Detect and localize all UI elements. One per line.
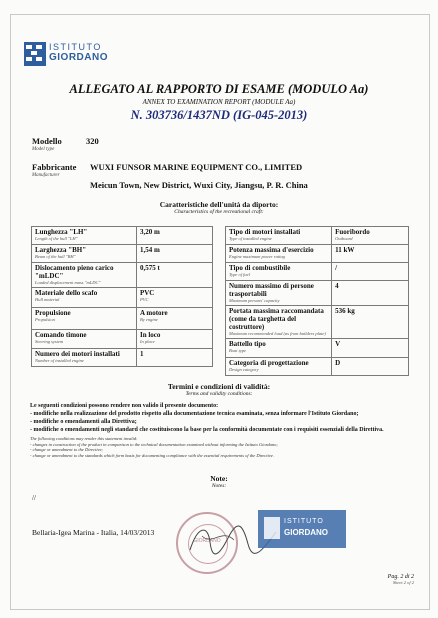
left-row: [32, 288, 213, 308]
right-key-cell: [226, 358, 332, 376]
right-key: Categoria di progettazione: [229, 359, 309, 367]
right-key: Tipo di combustibile: [229, 264, 291, 272]
left-key-cell: [32, 308, 137, 330]
left-key-sub: Number of installed engine: [35, 358, 84, 363]
stamp-line2: GIORDANO: [284, 528, 328, 537]
right-key-cell: [226, 339, 332, 358]
left-value: 0,575 t: [139, 264, 160, 272]
notes-value: //: [32, 494, 36, 502]
istituto-giordano-stamp: [258, 510, 346, 548]
terms-conditions-en: [30, 436, 410, 458]
left-row: [32, 263, 213, 288]
terms-subtitle: Terms and validity conditions:: [185, 391, 253, 397]
right-key-sub: Design category: [229, 367, 259, 372]
stamp-mark-icon: [264, 517, 280, 539]
left-key-cell: [32, 227, 137, 245]
page-number: [388, 574, 414, 585]
model-value: 320: [86, 136, 99, 146]
left-value: PVC: [139, 289, 155, 297]
terms-line-en: - change or amendment to the Directive;: [30, 447, 104, 452]
model-label: Modello: [32, 136, 62, 146]
right-key-sub: Boat type: [229, 348, 247, 353]
terms-line: - modifiche nella realizzazione del prodotto rispetto alla documentazione tecnica esaminata, senza informare l'Istituto Giordano;: [30, 411, 359, 417]
left-value-cell: [136, 330, 212, 349]
left-value: 1,54 m: [139, 246, 160, 254]
right-value-sub: Outboard: [335, 236, 353, 241]
left-key: Materiale dello scafo: [35, 289, 98, 297]
right-value-cell: [332, 227, 409, 245]
left-value-cell: [136, 245, 212, 263]
notes-title: Note:: [210, 474, 228, 483]
terms-line: Le seguenti condizioni possono rendere non valido il presente documento:: [30, 403, 219, 409]
logo-line1: ISTITUTO: [49, 42, 102, 52]
right-key-sub: Engine maximum power rating: [229, 254, 285, 259]
left-value: In loco: [139, 331, 161, 339]
left-value-cell: [136, 263, 212, 288]
left-row: [32, 308, 213, 330]
characteristics-subtitle: Characteristics of the recreational craft:: [174, 209, 264, 215]
left-value-sub: In place: [139, 339, 155, 344]
left-value: 1: [139, 350, 144, 358]
right-key: Battello tipo: [229, 340, 266, 348]
left-key: Comando timone: [35, 331, 87, 339]
left-value: A motore: [139, 309, 168, 317]
right-row: [226, 358, 409, 376]
left-value: 3,20 m: [139, 228, 160, 236]
left-row: [32, 330, 213, 349]
left-value-sub: PVC: [139, 297, 149, 302]
left-key: Larghezza "BH": [35, 246, 87, 254]
left-key-sub: Propulsion: [35, 317, 55, 322]
spec-table-left: [31, 226, 213, 367]
left-key: Lunghezza "LH": [35, 228, 88, 236]
terms-conditions-it: [30, 402, 410, 434]
manufacturer-name: WUXI FUNSOR MARINE EQUIPMENT CO., LIMITED: [90, 162, 303, 172]
right-key: Portata massima raccomandata (come da targhetta del costruttore): [229, 307, 324, 331]
terms-line-en: The following conditions may render this statement invalid:: [30, 436, 138, 441]
left-key: Dislocamento pieno carico "mLDC": [35, 264, 114, 280]
page-number-label: Pag. 2 di 2: [387, 574, 414, 580]
left-row: [32, 245, 213, 263]
right-value-cell: [332, 339, 409, 358]
right-key: Potenza massima d'esercizio: [229, 246, 314, 254]
right-value-cell: [332, 306, 409, 339]
right-value: Fuoribordo: [335, 228, 370, 236]
right-key-cell: [226, 281, 332, 306]
left-key-cell: [32, 288, 137, 308]
document-title: ALLEGATO AL RAPPORTO DI ESAME (MODULO Aa): [69, 82, 369, 96]
left-value-cell: [136, 349, 212, 367]
left-key-cell: [32, 349, 137, 367]
right-row: [226, 339, 409, 358]
terms-line: - modifiche o emendamenti negli standard che costituiscono la base per la conformità documentate con i requisiti essenziali della Direttiva.: [30, 427, 384, 433]
right-key: Numero massimo di persone trasportabili: [229, 282, 314, 298]
right-row: [226, 306, 409, 339]
right-value: 11 kW: [335, 246, 355, 254]
right-row: [226, 281, 409, 306]
left-key-sub: Beam of the hull "BH": [35, 254, 76, 259]
terms-title: Termini e condizioni di validità:: [167, 382, 271, 391]
terms-line: - modifiche o emendamenti alla Direttiva;: [30, 419, 137, 425]
right-key-sub: Maximum recommended load (as from builders plate): [229, 331, 326, 336]
right-key-cell: [226, 227, 332, 245]
right-key: Tipo di motori installati: [229, 228, 301, 236]
right-key-sub: Type of fuel: [229, 272, 250, 277]
left-key: Propulsione: [35, 309, 71, 317]
right-key-sub: Type of installed engine: [229, 236, 272, 241]
logo-line2: GIORDANO: [49, 52, 108, 63]
left-key-sub: Length of the hull "LH": [35, 236, 78, 241]
left-key-sub: Loaded displacement mass "mLDC": [35, 280, 101, 285]
left-value-cell: [136, 227, 212, 245]
manufacturer-address: Meicun Town, New District, Wuxi City, Jiangsu, P. R. China: [90, 180, 308, 190]
manufacturer-label: Fabbricante: [32, 162, 77, 172]
left-key-cell: [32, 263, 137, 288]
right-value-cell: [332, 358, 409, 376]
right-row: [226, 263, 409, 281]
left-key: Numero dei motori installati: [35, 350, 120, 358]
model-label-sub: Model type: [32, 147, 55, 152]
right-key-cell: [226, 263, 332, 281]
right-value: D: [335, 359, 341, 367]
left-value-cell: [136, 308, 212, 330]
right-value: 4: [335, 282, 339, 290]
right-key-cell: [226, 245, 332, 263]
right-key-sub: Maximum persons' capacity: [229, 298, 280, 303]
right-value-cell: [332, 245, 409, 263]
right-value-cell: [332, 263, 409, 281]
place-date: Bellaria-Igea Marina - Italia, 14/03/2013: [32, 528, 155, 537]
notes-subtitle: Notes:: [211, 483, 227, 489]
left-value-cell: [136, 288, 212, 308]
characteristics-title: Caratteristiche dell'unità da diporto:: [159, 200, 279, 209]
right-value: 536 kg: [335, 307, 355, 315]
manufacturer-label-sub: Manufacturer: [32, 173, 60, 178]
page-number-sub: Sheet 2 of 2: [392, 580, 414, 585]
right-value-cell: [332, 281, 409, 306]
left-key-cell: [32, 245, 137, 263]
right-key-cell: [226, 306, 332, 339]
spec-table-right: [225, 226, 409, 376]
left-key-sub: Steering system: [35, 339, 64, 344]
left-row: [32, 227, 213, 245]
seal-text: GIORDANO: [193, 538, 221, 544]
right-row: [226, 227, 409, 245]
right-row: [226, 245, 409, 263]
istituto-giordano-logo: [24, 42, 108, 68]
left-value-sub: By engine: [139, 317, 158, 322]
left-key-sub: Hull material: [35, 297, 60, 302]
stamp-line1: ISTITUTO: [284, 518, 324, 525]
left-row: [32, 349, 213, 367]
terms-line-en: - change or amendment to the standards which form basis for documenting compliance with the essential requirements of the Directive.: [30, 452, 275, 458]
right-value: V: [335, 340, 341, 348]
logo-mark-icon: [24, 42, 46, 66]
left-key-cell: [32, 330, 137, 349]
document-number: N. 303736/1437ND (IG-045-2013): [130, 108, 308, 122]
terms-line-en: - changes in construction of the product in comparison to the technical documentation examined without informing the Istituto Giordano;: [30, 441, 278, 447]
right-value: /: [335, 264, 338, 272]
document-subtitle: ANNEX TO EXAMINATION REPORT (MODULE Aa): [142, 98, 296, 106]
